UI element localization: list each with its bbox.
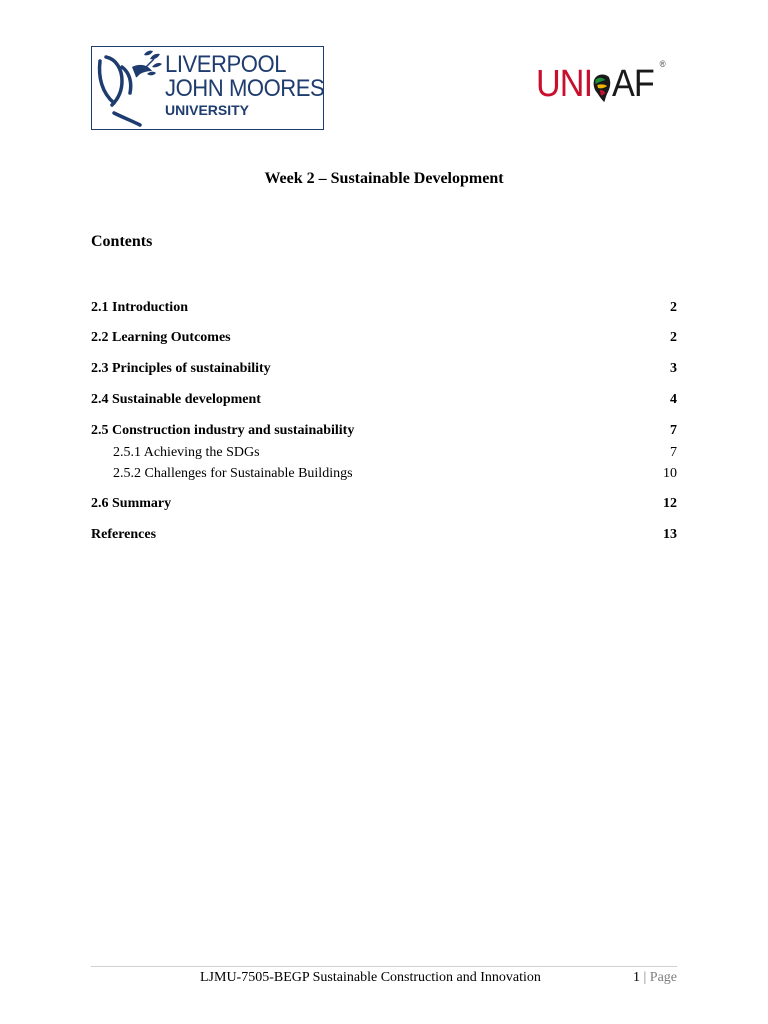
footer-page-indicator [633, 970, 677, 986]
toc-entry-construction-industry[interactable] [91, 422, 677, 440]
document-title: Week 2 – Sustainable Development [264, 170, 504, 187]
toc-label: 2.4 Sustainable development [91, 392, 261, 407]
page-separator: | [643, 970, 647, 985]
toc-entry-sustainable-development[interactable] [91, 391, 677, 409]
toc-page-number: 3 [670, 361, 677, 376]
page-label: Page [649, 970, 677, 985]
ljmu-line2: JOHN MOORES [165, 75, 325, 102]
toc-entry-summary[interactable] [91, 495, 677, 513]
toc-entry-principles[interactable] [91, 360, 677, 378]
toc-label: 2.5.2 Challenges for Sustainable Buildings [113, 466, 353, 481]
unicaf-part1: UNI [536, 63, 593, 105]
toc-page-number: 10 [663, 466, 677, 481]
africa-map-icon [592, 69, 612, 113]
ljmu-line3: UNIVERSITY [165, 102, 250, 118]
ljmu-line1: LIVERPOOL [165, 51, 287, 78]
toc-label: 2.5.1 Achieving the SDGs [113, 445, 260, 460]
toc-label: 2.3 Principles of sustainability [91, 361, 271, 376]
toc-label: References [91, 527, 157, 542]
toc-label: 2.6 Summary [91, 496, 172, 511]
unicaf-part2: AF [612, 63, 654, 105]
ljmu-wordmark [165, 53, 338, 117]
toc-page-number: 12 [663, 496, 677, 511]
page-number: 1 [632, 970, 640, 985]
toc-label: 2.5 Construction industry and sustainability [91, 423, 355, 438]
toc-label: 2.2 Learning Outcomes [91, 330, 231, 345]
ljmu-logo [91, 46, 324, 130]
footer-course-title: LJMU-7505-BEGP Sustainable Construction and Innovation [200, 970, 541, 985]
footer-divider [91, 966, 677, 967]
toc-page-number: 4 [670, 392, 677, 407]
toc-page-number: 7 [670, 445, 677, 460]
toc-label: 2.1 Introduction [91, 300, 188, 315]
toc-entry-introduction[interactable] [91, 299, 677, 317]
toc-page-number: 2 [670, 300, 677, 315]
toc-page-number: 13 [663, 527, 677, 542]
registered-mark: ® [659, 59, 665, 69]
toc-entry-references[interactable] [91, 526, 677, 544]
toc-entry-achieving-sdgs[interactable] [91, 444, 677, 462]
contents-heading: Contents [91, 233, 153, 250]
toc-page-number: 2 [670, 330, 677, 345]
toc-entry-learning-outcomes[interactable] [91, 329, 677, 347]
unicaf-logo [536, 59, 665, 106]
toc-page-number: 7 [670, 423, 677, 438]
toc-entry-challenges[interactable] [91, 465, 677, 483]
